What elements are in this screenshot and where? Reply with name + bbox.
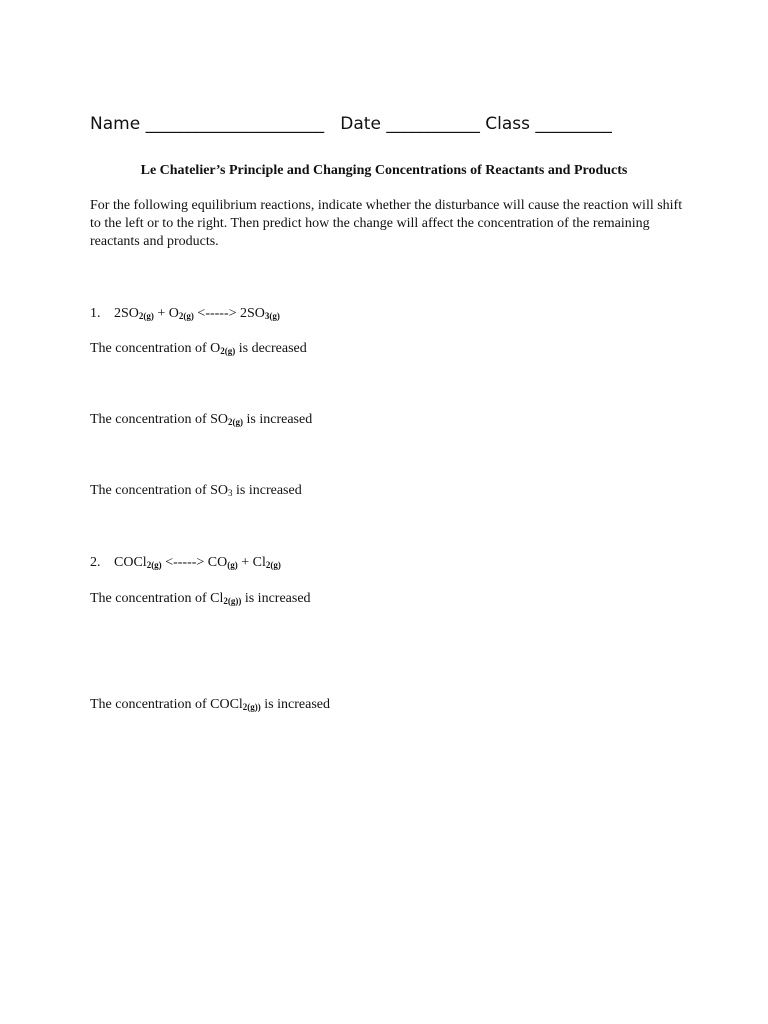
question-item	[90, 697, 330, 713]
question-item	[90, 591, 311, 607]
item-text: is increased	[260, 697, 330, 712]
equation-text: <-----> 2SO	[193, 306, 265, 321]
subscript: 2(g)	[265, 560, 281, 570]
question-number: 1.	[90, 306, 101, 321]
class-label: Class	[485, 114, 530, 134]
header-fields	[90, 114, 612, 134]
page-title: Le Chatelier’s Principle and Changing Concentrations of Reactants and Products	[140, 163, 628, 178]
subscript: 2(g)	[146, 560, 162, 570]
subscript: 3	[228, 488, 233, 498]
question-number: 2.	[90, 555, 101, 570]
subscript: 2(g)	[178, 311, 194, 321]
question-item	[90, 412, 312, 428]
subscript: 3(g)	[264, 311, 280, 321]
item-text: is increased	[232, 483, 302, 498]
date-blank[interactable]: ___________	[386, 114, 480, 134]
question-item	[90, 341, 307, 357]
equation-text: 2SO	[114, 306, 139, 321]
item-text: The concentration of COCl	[90, 697, 243, 712]
item-text: is increased	[241, 591, 311, 606]
equation-1	[90, 306, 280, 322]
subscript: (g)	[227, 560, 238, 570]
equation-text: <-----> CO	[161, 555, 228, 570]
subscript: 2(g)	[220, 346, 236, 356]
instructions: For the following equilibrium reactions, indicate whether the disturbance will cause the reaction will shift to the left or to the right. Then predict how the change will affect the concentration of the remaining reactants and products.	[90, 198, 683, 249]
equation-text: + Cl	[237, 555, 266, 570]
item-text: is decreased	[235, 341, 307, 356]
item-text: is increased	[243, 412, 313, 427]
item-text: The concentration of SO	[90, 412, 229, 427]
question-item	[90, 483, 302, 499]
equation-2	[90, 555, 281, 571]
subscript: 2(g))	[242, 702, 261, 712]
item-text: The concentration of SO	[90, 483, 229, 498]
name-label: Name	[90, 114, 141, 134]
name-blank[interactable]: _____________________	[145, 114, 325, 134]
item-text: The concentration of Cl	[90, 591, 224, 606]
subscript: 2(g)	[138, 311, 154, 321]
equation-text: + O	[153, 306, 179, 321]
equation-text: COCl	[114, 555, 147, 570]
subscript: 2(g))	[223, 596, 242, 606]
subscript: 2(g)	[228, 417, 244, 427]
item-text: The concentration of O	[90, 341, 221, 356]
class-blank[interactable]: _________	[535, 114, 612, 134]
date-label: Date	[340, 114, 381, 134]
